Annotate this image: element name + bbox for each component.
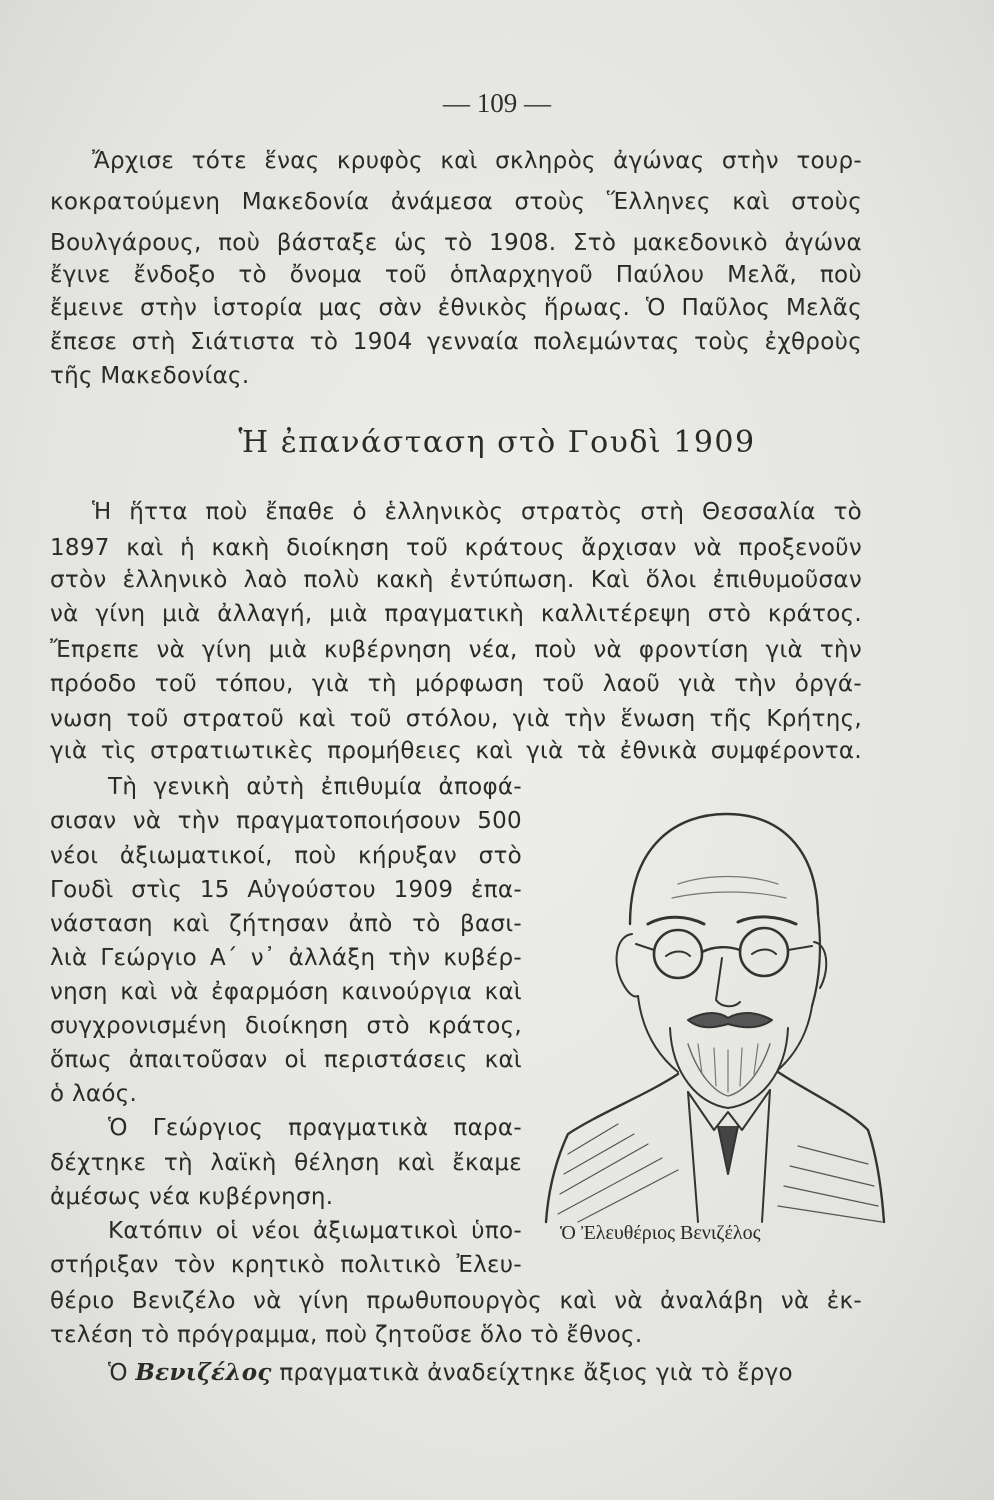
column-line: σισαν νὰ τὴν πραγματοποιήσουν 500 <box>50 808 522 834</box>
column-line: νέοι ἀξιωματικοί, ποὺ κήρυξαν στὸ <box>50 843 522 869</box>
section-line: νὰ γίνη μιὰ ἀλλαγή, μιὰ πραγματικὴ καλλιτέρεψη στὸ κράτος. <box>50 601 862 627</box>
column-line: Κατόπιν οἱ νέοι ἀξιωματικοὶ ὑπο- <box>108 1218 522 1244</box>
last-line-prefix: Ὁ <box>108 1360 136 1386</box>
venizelos-portrait <box>538 774 886 1226</box>
section-line: Ἡ ἥττα ποὺ ἔπαθε ὁ ἑλληνικὸς στρατὸς στὴ Θεσσαλία τὸ <box>92 499 862 525</box>
column-line: νάσταση καὶ ζήτησαν ἀπὸ τὸ βασι- <box>50 911 522 937</box>
intro-line: Βουλγάρους, ποὺ βάσταξε ὡς τὸ 1908. Στὸ μακεδονικὸ ἀγώνα <box>50 230 862 256</box>
intro-line: ἔπεσε στὴ Σιάτιστα τὸ 1904 γενναία πολεμώντας τοὺς ἐχθροὺς <box>50 329 862 355</box>
column-line: συγχρονισμένη διοίκηση στὸ κράτος, <box>50 1013 522 1039</box>
section-line: στὸν ἑλληνικὸ λαὸ πολὺ κακὴ ἐντύπωση. Καὶ ὅλοι ἐπιθυμοῦσαν <box>50 567 862 593</box>
column-line: ἀμέσως νέα κυβέρνηση. <box>50 1184 334 1210</box>
column-line: Τὴ γενικὴ αὐτὴ ἐπιθυμία ἀποφά- <box>108 774 522 800</box>
section-line: 1897 καὶ ἡ κακὴ διοίκηση τοῦ κράτους ἄρχισαν νὰ προξενοῦν <box>50 535 862 561</box>
section-line: γιὰ τὶς στρατιωτικὲς προμήθειες καὶ γιὰ τὰ ἐθνικὰ συμφέροντα. <box>50 738 862 764</box>
intro-line: Ἄρχισε τότε ἕνας κρυφὸς καὶ σκληρὸς ἀγώνας στὴν τουρ- <box>92 148 862 174</box>
column-line: ὁ λαός. <box>50 1081 138 1107</box>
column-line: στήριξαν τὸν κρητικὸ πολιτικὸ Ἐλευ- <box>50 1252 522 1278</box>
column-line: Γουδὶ στὶς 15 Αὐγούστου 1909 ἐπα- <box>50 877 522 903</box>
closing-line: τελέση τὸ πρόγραμμα, ποὺ ζητοῦσε ὅλο τὸ ἔθνος. <box>50 1322 643 1348</box>
section-heading: Ἡ ἐπανάσταση στὸ Γουδὶ 1909 <box>238 425 756 460</box>
venizelos-name: Βενιζέλος <box>135 1359 272 1386</box>
section-line: νωση τοῦ στρατοῦ καὶ τοῦ στόλου, γιὰ τὴν ἕνωση τῆς Κρήτης, <box>50 706 862 732</box>
page-number: — 109 — <box>443 88 551 118</box>
section-line: Ἔπρεπε νὰ γίνη μιὰ κυβέρνηση νέα, ποὺ νὰ φροντίση γιὰ τὴν <box>50 637 862 663</box>
section-line: πρόοδο τοῦ τόπου, γιὰ τὴ μόρφωση τοῦ λαοῦ γιὰ τὴν ὀργά- <box>50 671 862 697</box>
column-line: νηση καὶ νὰ ἐφαρμόση καινούργια καὶ <box>50 979 522 1005</box>
column-line: Ὁ Γεώργιος πραγματικὰ παρα- <box>108 1115 522 1141</box>
column-line: ὅπως ἀπαιτοῦσαν οἱ περιστάσεις καὶ <box>50 1047 522 1073</box>
last-line-suffix: πραγματικὰ ἀναδείχτηκε ἄξιος γιὰ τὸ ἔργο <box>271 1360 793 1386</box>
portrait-caption: Ὁ Ἐλευθέριος Βενιζέλος <box>560 1222 761 1244</box>
intro-line: ἔμεινε στὴν ἱστορία μας σὰν ἐθνικὸς ἥρωας. Ὁ Παῦλος Μελᾶς <box>50 295 862 321</box>
column-line: λιὰ Γεώργιο Α΄ ν᾽ ἀλλάξη τὴν κυβέρ- <box>50 945 522 971</box>
intro-line: τῆς Μακεδονίας. <box>50 363 250 389</box>
column-line: δέχτηκε τὴ λαϊκὴ θέληση καὶ ἔκαμε <box>50 1150 522 1176</box>
intro-line: κοκρατούμενη Μακεδονία ἀνάμεσα στοὺς Ἕλληνες καὶ στοὺς <box>50 189 862 215</box>
closing-line: θέριο Βενιζέλο νὰ γίνη πρωθυπουργὸς καὶ νὰ ἀναλάβη νὰ ἐκ- <box>50 1288 862 1314</box>
last-line <box>108 1358 793 1388</box>
intro-line: ἔγινε ἔνδοξο τὸ ὄνομα τοῦ ὁπλαρχηγοῦ Παύλου Μελᾶ, ποὺ <box>50 262 862 288</box>
